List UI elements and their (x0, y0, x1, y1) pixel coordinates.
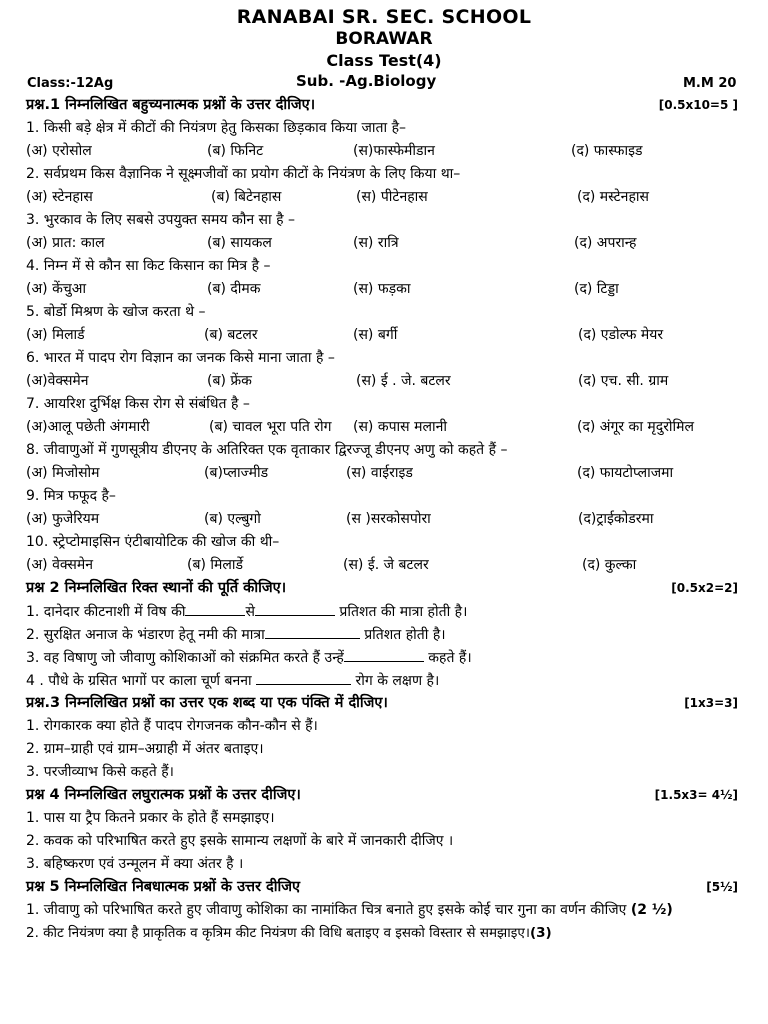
option-d: (द) एडोल्फ मेयर (578, 327, 664, 343)
option-d: (द) अंगूर का मृदुरोमिल (577, 419, 695, 435)
mcq-options (26, 186, 758, 209)
mcq-question: 2. सर्वप्रथम किस वैज्ञानिक ने सूक्ष्मजीवों का प्रयोग कीटों के नियंत्रण के लिए किया था– (26, 166, 461, 182)
section-5-heading (26, 876, 758, 899)
option-b: (ब) बटलर (204, 327, 258, 343)
fill-item (26, 646, 758, 669)
fill-text: रोग के लक्षण है। (351, 673, 440, 689)
mcq-options (26, 416, 758, 439)
option-c: (स)फास्फेमीडान (353, 143, 435, 159)
section-title: प्रश्न 2 निम्नलिखित रिक्त स्थानों की पूर्ति कीजिए। (26, 580, 287, 596)
option-c: (स) ई. जे बटलर (343, 557, 429, 573)
question-text: 1. रोगकारक क्या होते हैं पादप रोगजनक कौन-कौन से हैं। (26, 718, 318, 734)
section-marks: [5½] (706, 880, 738, 894)
paper-content (0, 94, 768, 945)
fill-text: 1. दानेदार कीटनाशी में विष की (26, 604, 186, 620)
question-text: 2. कवक को परिभाषित करते हुए इसके सामान्य लक्षणों के बारे में जानकारी दीजिए । (26, 833, 454, 849)
meta-row (0, 72, 768, 94)
answer-blank (255, 600, 335, 616)
option-d: (द) फास्फाइड (571, 143, 643, 159)
subject-label: Sub. -Ag.Biology (296, 72, 437, 90)
max-marks: M.M 20 (683, 76, 737, 91)
option-a: (अ)वेक्समेन (26, 373, 89, 389)
option-b: (ब) मिलार्डे (187, 557, 243, 573)
mcq-question: 1. किसी बड़े क्षेत्र में कीटों की नियंत्रण हेतु किसका छिड़काव किया जाता है– (26, 120, 407, 136)
mcq-options (26, 278, 758, 301)
option-c: (स) वाईराइड (346, 465, 413, 481)
section-marks: [1.5x3= 4½] (654, 788, 738, 802)
question-text: 3. परजीव्याभ किसे कहते हैं। (26, 764, 174, 780)
answer-blank (265, 623, 360, 639)
question-marks: (3) (529, 925, 552, 941)
option-a: (अ) प्रात: काल (26, 235, 105, 251)
option-c: (स) रात्रि (353, 235, 399, 251)
option-a: (अ) केंचुआ (26, 281, 87, 297)
mcq-options (26, 324, 758, 347)
option-b: (ब) बिटेनहास (211, 189, 282, 205)
mcq-question: 8. जीवाणुओं में गुणसूत्रीय डीएनए के अतिरिक्त एक वृताकार द्विरज्जू डीएनए अणु को कहते हैं – (26, 442, 508, 458)
option-a: (अ) मिलार्ड (26, 327, 85, 343)
fill-text: 2. सुरक्षित अनाज के भंडारण हेतू नमी की मात्रा (26, 627, 265, 643)
option-d: (द) टिड्डा (574, 281, 619, 297)
fill-text: 3. वह विषाणु जो जीवाणु कोशिकाओं को संक्रमित करते हैं उन्हें (26, 650, 344, 666)
option-b: (ब) फिनिट (207, 143, 264, 159)
option-c: (स) फड़का (353, 281, 411, 297)
option-c: (स) कपास मलानी (353, 419, 447, 435)
section-title: प्रश्न 5 निम्नलिखित निबधात्मक प्रश्नों के उत्तर दीजिए (26, 879, 301, 895)
option-b: (ब) सायकल (207, 235, 272, 251)
school-name: RANABAI SR. SEC. SCHOOL (236, 6, 532, 28)
option-b: (ब) फ्रेंक (207, 373, 252, 389)
question-text: 1. जीवाणु को परिभाषित करते हुए जीवाणु कोशिका का नामांकित चित्र बनाते हुए इसके कोई चार गुना का वर्णन कीजिए (26, 902, 627, 918)
option-b: (ब)प्लाज्मीड (204, 465, 269, 481)
long-question (26, 899, 758, 922)
fill-item (26, 669, 758, 692)
section-marks: [1x3=3] (684, 696, 738, 710)
fill-text: प्रतिशत की मात्रा होती है। (334, 604, 468, 620)
section-title: प्रश्न 4 निम्नलिखित लघुरात्मक प्रश्नों के उत्तर दीजिए। (26, 787, 301, 803)
mcq-question: 7. आयरिश दुर्भिक्ष किस रोग से संबंधित है – (26, 396, 250, 412)
option-a: (अ) फुजेरियम (26, 511, 100, 527)
option-a: (अ)आलू पछेती अंगमारी (26, 419, 150, 435)
option-b: (ब) चावल भूरा पति रोग (209, 419, 332, 435)
mcq-options (26, 140, 758, 163)
fill-text: कहते हैं। (423, 650, 472, 666)
mcq-question: 9. मित्र फफूद है– (26, 488, 116, 504)
fill-text: प्रतिशत होती है। (359, 627, 446, 643)
question-text: 1. पास या ट्रैप कितने प्रकार के होते हैं समझाइए। (26, 810, 275, 826)
section-title: प्रश्न.3 निम्नलिखित प्रश्नों का उत्तर एक शब्द या एक पंक्ति में दीजिए। (26, 695, 388, 711)
section-1-heading (26, 94, 758, 117)
option-c: (स) पीटेनहास (356, 189, 428, 205)
mcq-options (26, 462, 758, 485)
option-c: (स) ई . जे. बटलर (356, 373, 451, 389)
section-title: प्रश्न.1 निम्नलिखित बहुच्यनात्मक प्रश्नों के उत्तर दीजिए। (26, 97, 316, 113)
mcq-question: 10. स्ट्रेप्टोमाइसिन एंटीबायोटिक की खोज की थी– (26, 534, 280, 550)
answer-blank (185, 600, 245, 616)
fill-item (26, 600, 758, 623)
class-label: Class:-12Ag (27, 76, 114, 91)
option-b: (ब) एल्बुगो (204, 511, 261, 527)
option-d: (द) अपरान्ह (574, 235, 637, 251)
fill-text: 4 . पौधे के ग्रसित भागों पर काला चूर्ण बनना (26, 673, 257, 689)
section-3-heading (26, 692, 758, 715)
option-d: (द) कुल्का (582, 557, 637, 573)
option-d: (द) फायटोप्लाजमा (577, 465, 674, 481)
fill-text: से (245, 604, 255, 620)
mcq-list (26, 117, 758, 577)
question-text: 2. कीट नियंत्रण क्या है प्राकृतिक व कृत्रिम कीट नियंत्रण की विधि बताइए व इसको विस्तार से समझाइए। (26, 925, 530, 941)
mcq-question: 4. निम्न में से कौन सा किट किसान का मित्र है – (26, 258, 271, 274)
question-text: 2. ग्राम–ग्राही एवं ग्राम–अग्राही में अंतर बताइए। (26, 741, 264, 757)
mcq-question: 6. भारत में पादप रोग विज्ञान का जनक किसे माना जाता है – (26, 350, 335, 366)
mcq-question: 3. भुरकाव के लिए सबसे उपयुक्त समय कौन सा है – (26, 212, 295, 228)
option-a: (अ) मिजोसोम (26, 465, 100, 481)
test-title: Class Test(4) (326, 51, 442, 70)
option-c: (स) बर्गी (353, 327, 398, 343)
option-b: (ब) दीमक (207, 281, 261, 297)
section-4-heading (26, 784, 758, 807)
mcq-options (26, 370, 758, 393)
option-d: (द) एच. सी. ग्राम (578, 373, 669, 389)
option-a: (अ) एरोसोल (26, 143, 92, 159)
mcq-options (26, 508, 758, 531)
question-text: 3. बहिष्करण एवं उन्मूलन में क्या अंतर है । (26, 856, 244, 872)
fill-item (26, 623, 758, 646)
option-d: (द)ट्राईकोडरमा (578, 511, 654, 527)
section-2-heading (26, 577, 758, 600)
mcq-options (26, 554, 758, 577)
section-marks: [0.5x2=2] (671, 581, 738, 595)
option-a: (अ) वेक्समेन (26, 557, 94, 573)
option-d: (द) मस्टेनहास (577, 189, 649, 205)
mcq-question: 5. बोर्डो मिश्रण के खोज करता थे – (26, 304, 206, 320)
mcq-options (26, 232, 758, 255)
option-a: (अ) स्टेनहास (26, 189, 93, 205)
section-marks: [0.5x10=5 ] (658, 98, 738, 112)
long-question (26, 922, 758, 945)
option-c: (स )सरकोसपोरा (346, 511, 431, 527)
question-marks: (2 ½) (630, 902, 673, 918)
school-place: BORAWAR (335, 29, 433, 49)
answer-blank (344, 646, 424, 662)
answer-blank (256, 669, 351, 685)
